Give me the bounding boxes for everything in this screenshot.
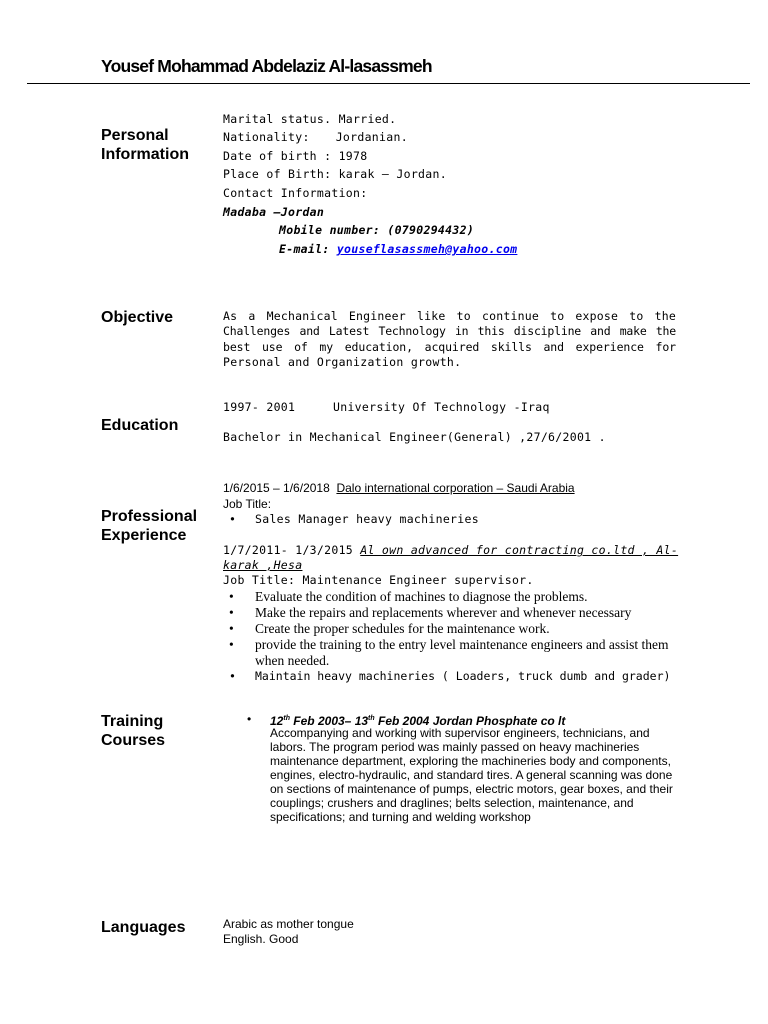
list-item: • Create the proper schedules for the maintenance work. — [229, 621, 550, 636]
header-divider — [27, 83, 750, 84]
job2-dates: 1/7/2011- 1/3/2015 — [223, 543, 354, 557]
heading-line: Training — [101, 713, 164, 730]
bullet-icon: • — [229, 637, 234, 652]
nationality-label: Nationality: — [223, 130, 310, 144]
bullet-icon: • — [229, 621, 234, 636]
education-degree: Bachelor in Mechanical Engineer(General) ,27/6/2001 . — [223, 430, 606, 444]
marital-status: Marital status. Married. — [223, 112, 397, 126]
job1-duties — [229, 511, 479, 528]
list-item: • Make the repairs and replacements wherever and whenever necessary — [229, 605, 632, 620]
bullet-icon: • — [229, 512, 237, 526]
heading-line: Personal — [101, 127, 169, 144]
address: Madaba –Jordan — [223, 205, 325, 219]
list-item: • provide the training to the entry level maintenance engineers and assist them when needed. — [229, 637, 669, 668]
objective-line: Challenges and Latest Technology in this discipline and make the — [223, 324, 676, 338]
bullet-icon: • — [229, 589, 234, 604]
job2-title: Job Title: Maintenance Engineer supervisor. — [223, 573, 534, 587]
objective-line: Personal and Organization growth. — [223, 355, 462, 369]
email-line — [279, 240, 517, 258]
heading-line: Courses — [101, 732, 166, 749]
job1-header — [223, 480, 575, 496]
job2-company: Al own advanced for contracting co.ltd , Al- — [360, 543, 679, 557]
email-link[interactable]: youseflasassmeh@yahoo.com — [336, 242, 518, 256]
education-years: 1997- 2001 — [223, 400, 296, 414]
nationality — [223, 128, 408, 146]
list-item: • Sales Manager heavy machineries — [229, 512, 479, 526]
list-item: • Evaluate the condition of machines to diagnose the problems. — [229, 589, 588, 604]
section-heading-personal — [101, 126, 189, 164]
bullet-icon: • — [229, 605, 234, 620]
email-label: E-mail: — [279, 242, 330, 256]
mobile-number: Mobile number: (0790294432) — [279, 223, 475, 237]
section-heading-experience — [101, 507, 197, 545]
education-school: University Of Technology -Iraq — [333, 400, 550, 414]
bullet-icon: • — [247, 712, 252, 726]
language-arabic: Arabic as mother tongue — [223, 917, 354, 931]
section-heading-languages: Languages — [101, 919, 186, 936]
candidate-name: Yousef Mohammad Abdelaziz Al-lasassmeh — [101, 56, 432, 76]
language-english: English. Good — [223, 932, 299, 946]
job1-dates: 1/6/2015 – 1/6/2018 — [223, 481, 330, 495]
heading-line: Professional — [101, 508, 198, 525]
heading-line: Experience — [101, 527, 187, 544]
bullet-icon: • — [229, 669, 236, 683]
nationality-value: Jordanian. — [335, 130, 408, 144]
section-heading-education: Education — [101, 417, 179, 434]
training-description: Accompanying and working with supervisor engineers, technicians, and labors. The program period was mainly passed on heavy machineries maintenance department, exploring the machineries body and components, engines, electro-hydraulic, and standard tires. A general scanning was done on sections of maintenance of pumps, electric motors, gear boxes, and their couplings; crushers and draglines; belts selection, maintenance, and specifications; and turning and welding workshop — [270, 726, 673, 824]
job2-company-continued: karak ,Hesa — [223, 558, 303, 572]
list-item: • Maintain heavy machineries ( Loaders, truck dumb and grader) — [229, 669, 671, 683]
place-of-birth: Place of Birth: karak – Jordan. — [223, 167, 447, 181]
job1-company: Dalo international corporation – Saudi Arabia — [336, 481, 575, 495]
date-of-birth: Date of birth : 1978 — [223, 149, 368, 163]
job1-title-label: Job Title: — [223, 497, 272, 511]
training-title: 12th Feb 2003– 13th Feb 2004 Jordan Phosphate co lt — [270, 714, 566, 728]
objective-line: As a Mechanical Engineer like to continue to expose to the — [223, 309, 676, 323]
contact-label: Contact Information: — [223, 186, 368, 200]
heading-line: Information — [101, 146, 189, 163]
job2-duties-extra — [229, 668, 670, 685]
languages-list — [223, 917, 354, 947]
section-heading-objective: Objective — [101, 309, 174, 326]
section-heading-training — [101, 712, 165, 750]
objective-line: best use of my education, acquired skills and experience for — [223, 340, 676, 354]
job2-duties — [229, 589, 679, 669]
